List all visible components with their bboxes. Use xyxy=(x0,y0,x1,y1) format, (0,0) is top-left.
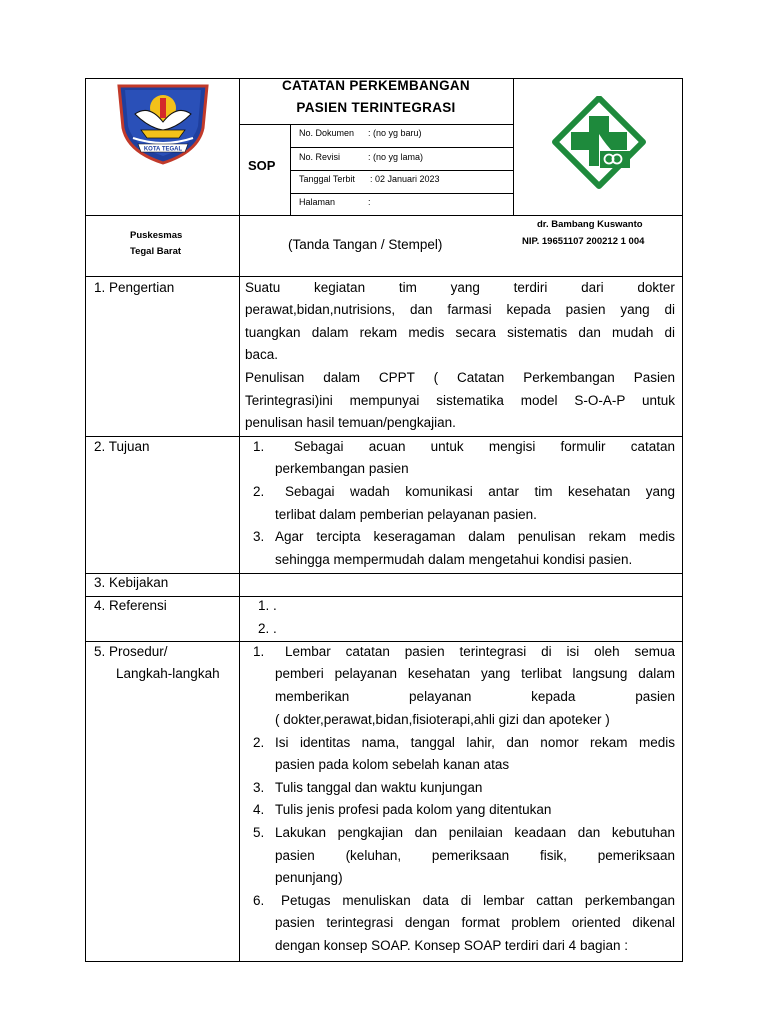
column-divider-main xyxy=(239,78,240,962)
tujuan-num-2: 2. xyxy=(253,484,265,499)
document-title-line1: CATATAN PERKEMBANGAN xyxy=(282,78,470,93)
tujuan-item-2-line-2: terlibat dalam pemberian pelayanan pasien. xyxy=(275,507,537,522)
prosedur-item-5-line-2 xyxy=(275,848,675,863)
signer-nip: NIP. 19651107 200212 1 004 xyxy=(522,236,645,247)
prosedur-item-5-line-3: penunjang) xyxy=(275,870,343,885)
tujuan-item-2-line-1: Sebagai wadah komunikasi antar tim kesehatan yang xyxy=(285,484,675,499)
word: dokter xyxy=(637,280,675,295)
prosedur-item-1-line-1: Lembar catatan pasien terintegrasi di isi oleh semua xyxy=(285,644,675,659)
section-label-prosedur-line1: 5. Prosedur/ xyxy=(94,644,168,659)
document-title-line2: PASIEN TERINTEGRASI xyxy=(296,100,456,115)
org-name-line1: Puskesmas xyxy=(130,230,183,241)
pengertian-line-7: penulisan hasil temuan/pengkajian. xyxy=(245,415,456,430)
pengertian-line-6: Terintegrasi)ini mempunyai sistematika model S-O-A-P untuk xyxy=(245,393,675,408)
word: memberikan xyxy=(275,689,350,704)
prosedur-item-1-line-2: pemberi pelayanan kesehatan yang terlibat langsung dalam xyxy=(275,666,675,681)
word: pemeriksaan xyxy=(431,848,510,863)
row-divider-kebijakan xyxy=(85,573,683,574)
word: fisik, xyxy=(539,848,567,863)
row-divider-prosedur xyxy=(85,641,683,642)
table-border-right xyxy=(682,78,683,962)
tujuan-item-3-line-2: sehingga mempermudah dalam mengetahui kondisi pasien. xyxy=(275,552,633,567)
tujuan-num-3: 3. xyxy=(253,529,265,544)
pengertian-line-2: perawat,bidan,nutrisions, dan farmasi kepada pasien yang di xyxy=(245,302,675,317)
word: tim xyxy=(398,280,417,295)
referensi-item-2: 2. . xyxy=(258,621,277,636)
prosedur-item-6-line-1: Petugas menuliskan data di lembar cattan perkembangan xyxy=(281,893,675,908)
puskesmas-logo-icon xyxy=(551,96,647,192)
word: yang xyxy=(450,280,480,295)
prosedur-item-1-line-4: ( dokter,perawat,bidan,fisioterapi,ahli gizi dan apoteker ) xyxy=(275,712,610,727)
pengertian-line-5: Penulisan dalam CPPT ( Catatan Perkembangan Pasien xyxy=(245,370,675,385)
prosedur-item-6-line-3: dengan konsep SOAP. Konsep SOAP terdiri dari 4 bagian : xyxy=(275,938,628,953)
prosedur-item-2-line-1: Isi identitas nama, tanggal lahir, dan nomor rekam medis xyxy=(275,735,675,750)
prosedur-num-1: 1. xyxy=(253,644,265,659)
prosedur-num-6: 6. xyxy=(253,893,265,908)
header-bottom xyxy=(85,276,683,277)
row-divider-referensi xyxy=(85,596,683,597)
signer-name: dr. Bambang Kuswanto xyxy=(537,219,643,230)
pengertian-line-4: baca. xyxy=(245,347,279,362)
meta-value-no-dokumen: : (no yg baru) xyxy=(368,128,422,138)
prosedur-item-2-line-2: pasien pada kolom sebelah kanan atas xyxy=(275,757,510,772)
prosedur-item-4-line-1: Tulis jenis profesi pada kolom yang ditentukan xyxy=(275,802,552,817)
word: (keluhan, xyxy=(345,848,402,863)
meta-row-line-1 xyxy=(239,124,513,125)
word: pemeriksaan xyxy=(597,848,675,863)
signature-placeholder: (Tanda Tangan / Stempel) xyxy=(288,237,443,252)
meta-label-no-revisi: No. Revisi xyxy=(299,152,341,162)
word: kegiatan xyxy=(314,280,366,295)
word: dari xyxy=(581,280,604,295)
meta-row-line-2 xyxy=(290,147,513,148)
row-divider-tujuan xyxy=(85,436,683,437)
meta-row-line-3 xyxy=(290,170,513,171)
column-divider-right xyxy=(513,78,514,216)
word: terdiri xyxy=(513,280,548,295)
table-border-bottom xyxy=(85,961,683,962)
section-label-prosedur-line2: Langkah-langkah xyxy=(116,666,220,681)
prosedur-num-2: 2. xyxy=(253,735,265,750)
word: pasien xyxy=(635,689,675,704)
word: pelayanan xyxy=(409,689,472,704)
table-border-left xyxy=(85,78,86,962)
sop-label: SOP xyxy=(248,158,276,173)
referensi-item-1: 1. . xyxy=(258,598,277,613)
tujuan-num-1: 1. xyxy=(253,439,265,454)
meta-value-tanggal-terbit: : 02 Januari 2023 xyxy=(370,174,440,184)
prosedur-num-4: 4. xyxy=(253,802,265,817)
prosedur-item-1-line-3 xyxy=(275,689,675,704)
meta-row-line-4 xyxy=(290,193,513,194)
section-label-pengertian: 1. Pengertian xyxy=(94,280,175,295)
word: Suatu xyxy=(245,280,281,295)
kota-tegal-crest-icon xyxy=(113,78,213,168)
meta-label-halaman: Halaman xyxy=(299,197,336,207)
pengertian-line-1 xyxy=(245,280,675,295)
prosedur-item-3-line-1: Tulis tanggal dan waktu kunjungan xyxy=(275,780,483,795)
section-label-referensi: 4. Referensi xyxy=(94,598,167,613)
header-divider xyxy=(85,215,683,216)
tujuan-item-3-line-1: Agar tercipta keseragaman dalam penulisan rekam medis xyxy=(275,529,675,544)
prosedur-num-3: 3. xyxy=(253,780,265,795)
tujuan-item-1-line-1: Sebagai acuan untuk mengisi formulir catatan xyxy=(294,439,675,454)
pengertian-line-3: tuangkan dalam rekam medis secara sistematis dan mudah di xyxy=(245,325,675,340)
word: pasien xyxy=(275,848,315,863)
prosedur-num-5: 5. xyxy=(253,825,265,840)
section-label-kebijakan: 3. Kebijakan xyxy=(94,575,169,590)
section-label-tujuan: 2. Tujuan xyxy=(94,439,150,454)
meta-value-halaman: : xyxy=(368,197,371,207)
crest-caption: KOTA TEGAL xyxy=(143,146,183,153)
meta-label-no-dokumen: No. Dokumen xyxy=(299,128,355,138)
meta-label-tanggal-terbit: Tanggal Terbit xyxy=(299,174,355,184)
org-name-line2: Tegal Barat xyxy=(130,246,182,257)
meta-value-no-revisi: : (no yg lama) xyxy=(368,152,424,162)
tujuan-item-1-line-2: perkembangan pasien xyxy=(275,461,409,476)
prosedur-item-5-line-1: Lakukan pengkajian dan penilaian keadaan dan kebutuhan xyxy=(275,825,675,840)
word: kepada xyxy=(531,689,576,704)
prosedur-item-6-line-2: pasien terintegrasi dengan format problem oriented dikenal xyxy=(275,915,675,930)
